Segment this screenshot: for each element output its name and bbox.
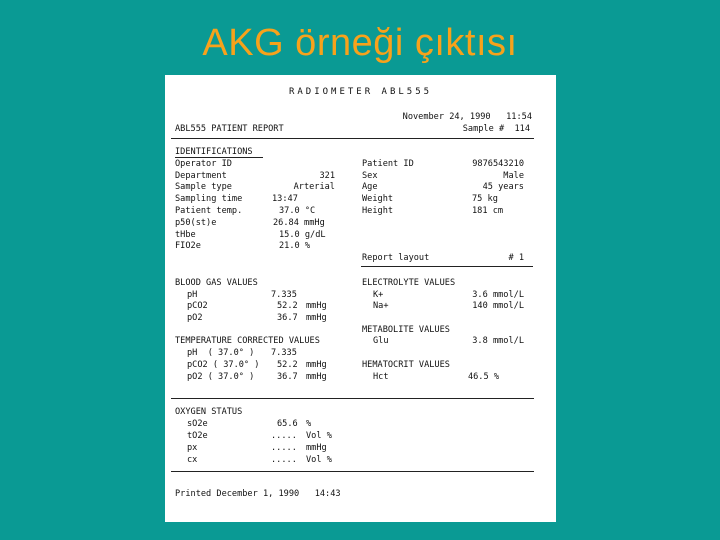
blood-gas-row-ph <box>187 291 337 301</box>
o2-label: sO2e <box>187 419 208 429</box>
divider <box>171 138 534 139</box>
id-row-department <box>175 172 335 182</box>
bg-label: pCO2 <box>187 301 208 311</box>
id-value: 181 cm <box>472 206 504 216</box>
o2-unit: Vol % <box>306 431 332 441</box>
electrolyte-heading: ELECTROLYTE VALUES <box>362 278 456 288</box>
id-row-patient-id <box>362 160 524 170</box>
id-value: Male <box>503 171 524 181</box>
bg-unit: mmHg <box>306 301 327 311</box>
hct-value: 46.5 % <box>467 372 499 382</box>
identifications-heading: IDENTIFICATIONS <box>175 147 253 157</box>
printed-timestamp: Printed December 1, 1990 14:43 <box>175 489 341 499</box>
id-label: Department <box>175 171 227 181</box>
o2-label: px <box>187 443 198 453</box>
heading-underline <box>175 157 263 158</box>
temp-row-po2 <box>187 373 347 383</box>
id-row-thb <box>175 231 335 241</box>
id-value: 26.84 mmHg <box>273 218 325 228</box>
tc-unit: mmHg <box>306 360 327 370</box>
blood-gas-heading: BLOOD GAS VALUES <box>175 278 258 288</box>
report-title: RADIOMETER ABL555 <box>288 87 433 97</box>
tc-label: pH ( 37.0° ) <box>187 348 255 358</box>
o2-unit: Vol % <box>306 455 332 465</box>
oxygen-row-to2 <box>187 432 337 442</box>
id-row-age <box>362 183 524 193</box>
blood-gas-row-pco2 <box>187 302 337 312</box>
id-value: 45 years <box>482 182 524 192</box>
tc-label: pCO2 ( 37.0° ) <box>187 360 260 370</box>
metabolite-row-glu <box>373 337 524 347</box>
tc-unit: mmHg <box>306 372 327 382</box>
divider <box>361 266 533 267</box>
tc-value: 36.7 <box>277 372 298 382</box>
id-label: Sex <box>362 171 378 181</box>
blood-gas-row-po2 <box>187 314 337 324</box>
tc-label: pO2 ( 37.0° ) <box>187 372 255 382</box>
id-value: 21.0 % <box>279 241 311 251</box>
oxygen-row-so2 <box>187 420 337 430</box>
id-label: Sampling time <box>175 194 243 204</box>
temp-row-ph <box>187 349 347 359</box>
o2-value: ..... <box>271 443 297 453</box>
met-label: Glu <box>373 336 389 346</box>
tc-value: 7.335 <box>271 348 297 358</box>
id-row-sex <box>362 172 524 182</box>
divider <box>171 398 534 399</box>
o2-label: cx <box>187 455 198 465</box>
bg-label: pO2 <box>187 313 203 323</box>
bg-value: 52.2 <box>277 301 298 311</box>
id-value: Arterial <box>293 182 335 192</box>
id-label: FIO2e <box>175 241 201 251</box>
bg-value: 7.335 <box>271 290 297 300</box>
id-row-height <box>362 207 524 217</box>
id-label: Patient temp. <box>175 206 243 216</box>
temp-corrected-heading: TEMPERATURE CORRECTED VALUES <box>175 336 320 346</box>
id-value: 15.0 g/dL <box>279 230 326 240</box>
id-row-patient-temp <box>175 207 335 217</box>
tc-value: 52.2 <box>277 360 298 370</box>
id-label: Operator ID <box>175 159 232 169</box>
o2-value: ..... <box>271 431 297 441</box>
id-value: 13:47 <box>272 194 298 204</box>
blood-gas-report-printout <box>165 75 556 522</box>
hematocrit-heading: HEMATOCRIT VALUES <box>362 360 450 370</box>
el-label: K+ <box>373 290 384 300</box>
el-label: Na+ <box>373 301 389 311</box>
electrolyte-row-k <box>373 291 524 301</box>
hematocrit-row-hct <box>373 373 499 383</box>
id-row-p50 <box>175 219 335 229</box>
bg-value: 36.7 <box>277 313 298 323</box>
id-row-sample-type <box>175 183 335 193</box>
divider <box>171 471 534 472</box>
bg-unit: mmHg <box>306 313 327 323</box>
met-value: 3.8 mmol/L <box>472 336 524 346</box>
id-label: tHbe <box>175 230 196 240</box>
o2-value: 65.6 <box>277 419 298 429</box>
id-value: 75 kg <box>472 194 498 204</box>
oxygen-row-cx <box>187 456 337 466</box>
o2-label: tO2e <box>187 431 208 441</box>
id-label: Height <box>362 206 394 216</box>
sample-number: Sample # 114 <box>462 124 530 134</box>
oxygen-row-px <box>187 444 337 454</box>
id-row-fio2 <box>175 242 335 252</box>
report-layout-label: Report layout <box>362 253 430 263</box>
id-value: 321 <box>319 171 335 181</box>
id-label: Age <box>362 182 378 192</box>
report-layout-row <box>362 254 524 264</box>
id-row-weight <box>362 195 524 205</box>
bg-label: pH <box>187 290 198 300</box>
o2-unit: mmHg <box>306 443 327 453</box>
id-label: p50(st)e <box>175 218 217 228</box>
id-value: 37.0 °C <box>279 206 316 216</box>
id-label: Weight <box>362 194 394 204</box>
el-value: 140 mmol/L <box>472 301 524 311</box>
o2-value: ..... <box>271 455 297 465</box>
el-value: 3.6 mmol/L <box>472 290 524 300</box>
id-label: Patient ID <box>362 159 414 169</box>
metabolite-heading: METABOLITE VALUES <box>362 325 450 335</box>
hct-label: Hct <box>373 372 389 382</box>
report-datetime: November 24, 1990 11:54 <box>402 112 532 122</box>
report-layout-value: # 1 <box>508 253 524 263</box>
id-row-operator <box>175 160 335 170</box>
o2-unit: % <box>306 419 312 429</box>
id-row-sampling-time <box>175 195 335 205</box>
oxygen-status-heading: OXYGEN STATUS <box>175 407 243 417</box>
id-value: 9876543210 <box>472 159 524 169</box>
slide-title: AKG örneği çıktısı <box>202 22 518 64</box>
temp-row-pco2 <box>187 361 347 371</box>
electrolyte-row-na <box>373 302 524 312</box>
patient-report-label: ABL555 PATIENT REPORT <box>175 124 284 134</box>
id-label: Sample type <box>175 182 232 192</box>
